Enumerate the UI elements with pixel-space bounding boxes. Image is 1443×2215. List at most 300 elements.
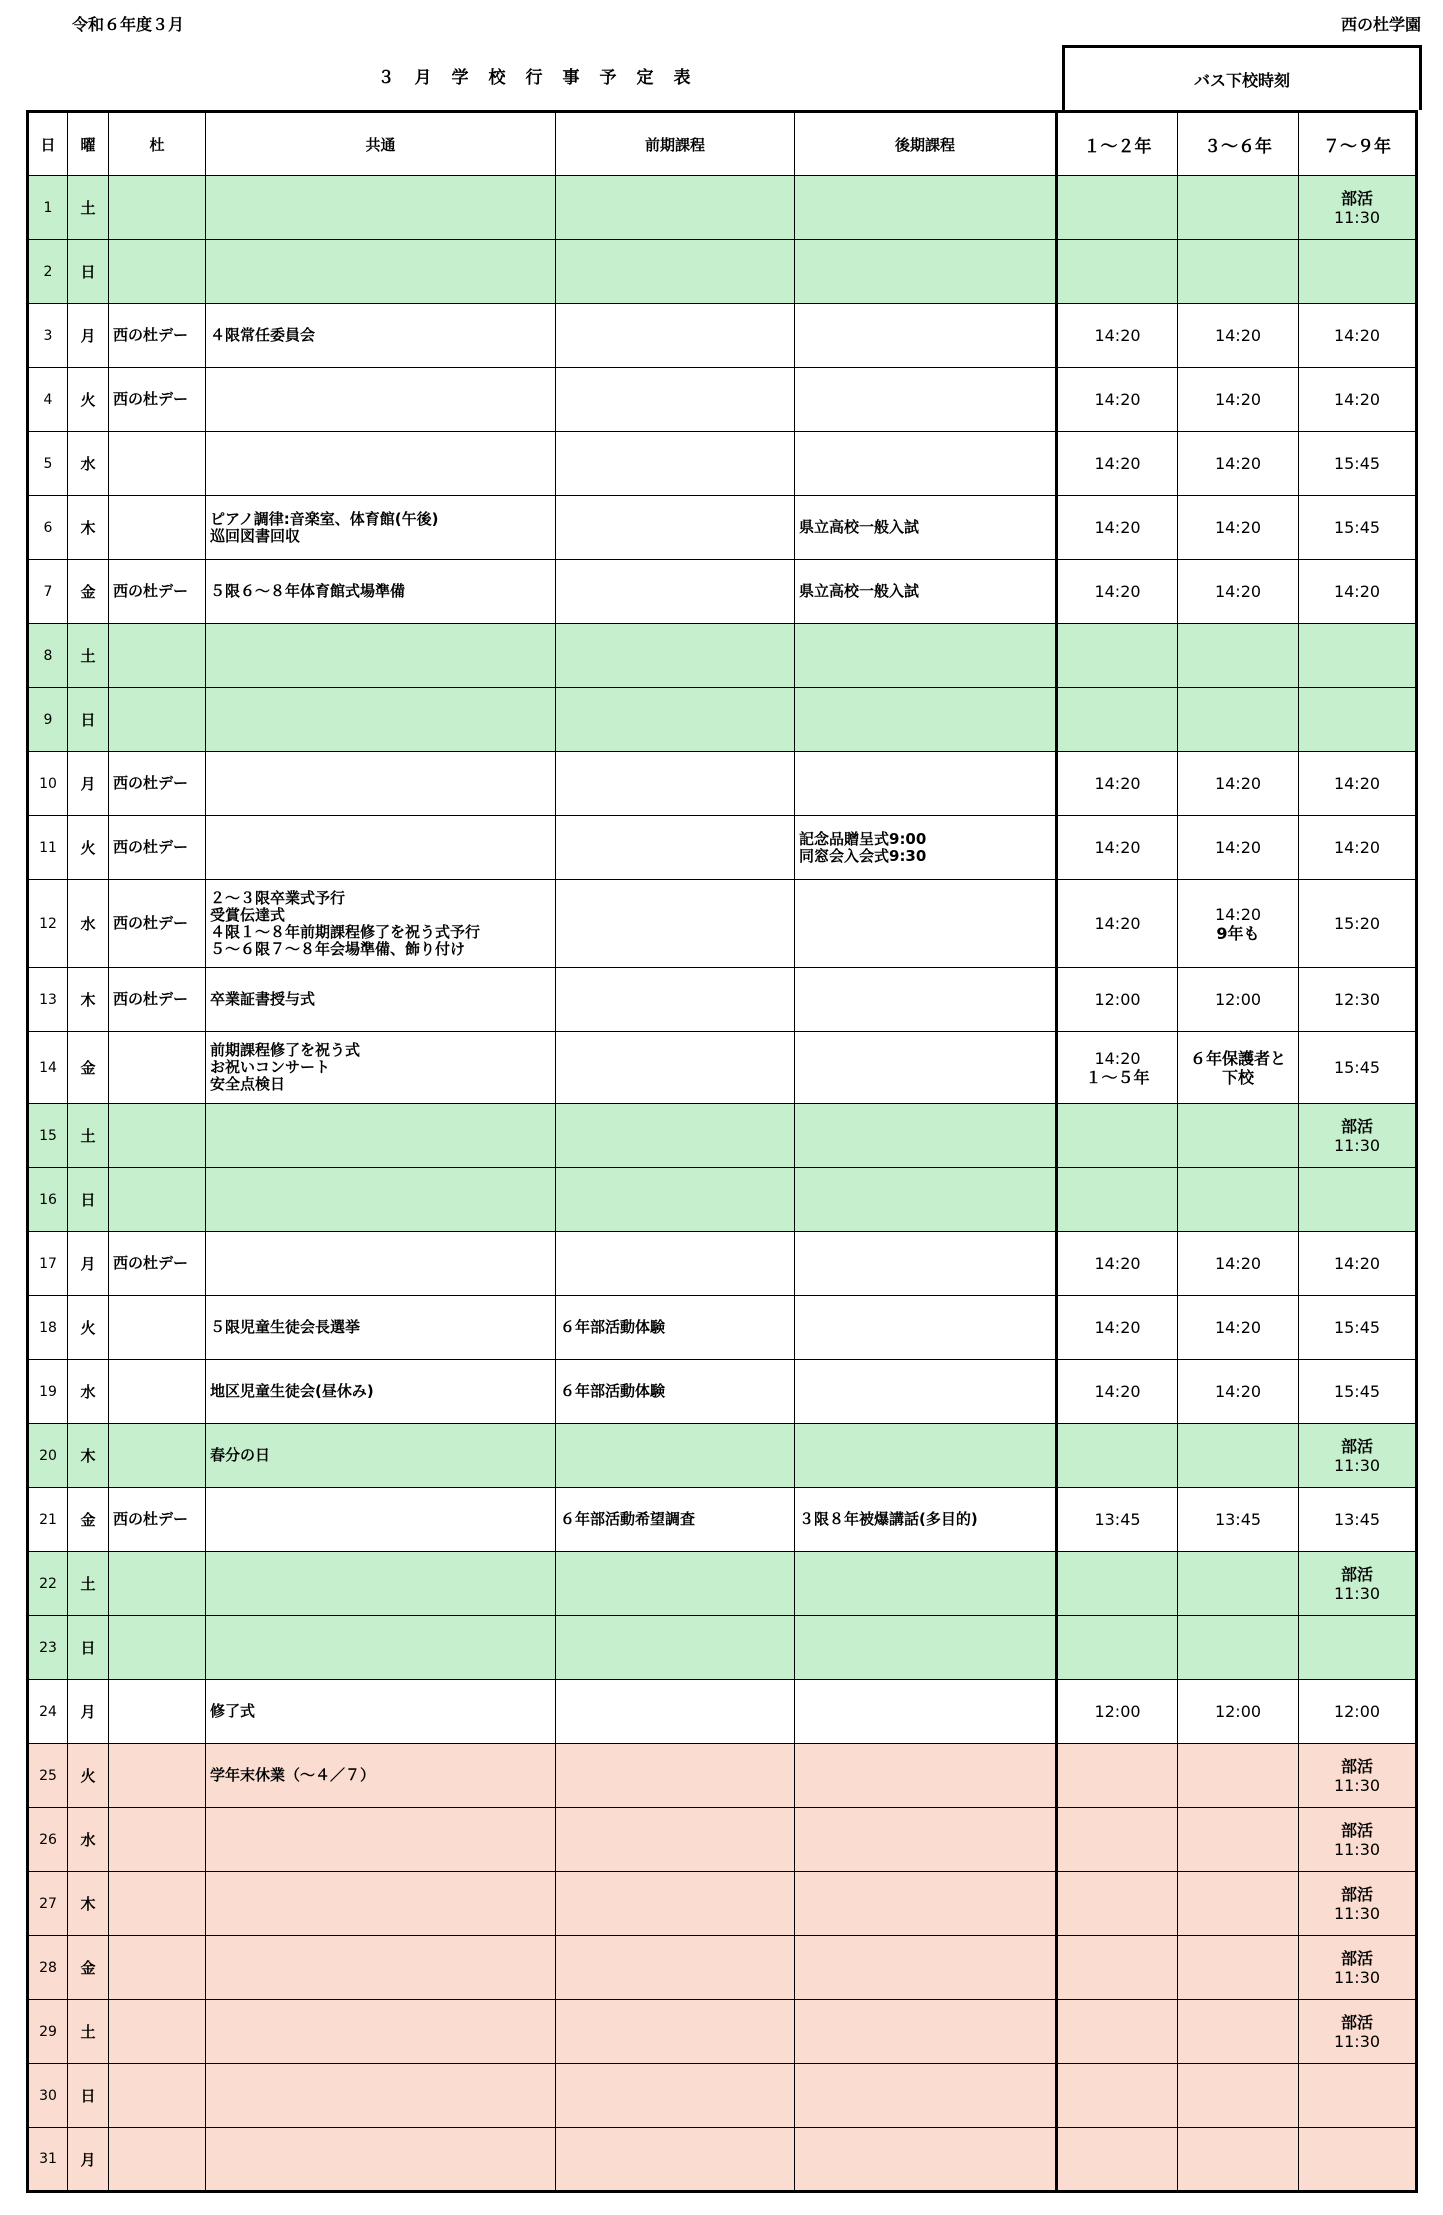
zenki-cell [556, 1872, 795, 1936]
bus-7-9-cell [1299, 560, 1417, 624]
common-cell [206, 1616, 556, 1680]
common-cell [206, 2064, 556, 2128]
common-cell [206, 432, 556, 496]
bus-3-6-cell [1178, 1936, 1299, 2000]
cell-line: ５限６～８年体育館式場準備 [210, 582, 406, 600]
mori-cell: 西の杜デー [109, 1488, 206, 1552]
dow-cell: 火 [68, 368, 109, 432]
bus-3-6-cell [1178, 1808, 1299, 1872]
cell-line: 14:20 [1094, 454, 1141, 473]
table-row [28, 560, 1417, 624]
table-row [28, 1744, 1417, 1808]
cell-line: ６年部活動希望調査 [560, 1510, 696, 1528]
bus-7-9-cell [1299, 1872, 1417, 1936]
cell-line: 14:20 [1214, 904, 1262, 924]
kouki-cell [795, 1616, 1057, 1680]
cell-line: 15:45 [1333, 454, 1381, 473]
bus-1-2-cell [1057, 1296, 1178, 1360]
mori-cell [109, 176, 206, 240]
common-cell [206, 1360, 556, 1424]
common-cell [206, 1032, 556, 1104]
cell-line: 14:20 [1333, 326, 1381, 345]
table-row [28, 1296, 1417, 1360]
mori-cell [109, 1552, 206, 1616]
bus-7-9-cell [1299, 1680, 1417, 1744]
cell-line: ２～３限卒業式予行 [210, 888, 346, 907]
kouki-cell [795, 2128, 1057, 2192]
kouki-cell [795, 432, 1057, 496]
mori-cell [109, 1616, 206, 1680]
col-header-zenki: 前期課程 [556, 112, 795, 176]
dow-cell: 金 [68, 1936, 109, 2000]
common-cell [206, 176, 556, 240]
cell-line: 13:45 [1333, 1510, 1381, 1529]
zenki-cell [556, 1680, 795, 1744]
dow-cell: 土 [68, 2000, 109, 2064]
bus-time-title: バス下校時刻 [1062, 45, 1422, 110]
zenki-cell [556, 1360, 795, 1424]
cell-line: 部活 [1340, 2012, 1373, 2032]
cell-line: 12:00 [1094, 990, 1141, 1009]
day-cell: 29 [28, 2000, 68, 2064]
bus-3-6-cell [1178, 1104, 1299, 1168]
common-cell [206, 304, 556, 368]
bus-1-2-cell [1057, 368, 1178, 432]
day-cell: 1 [28, 176, 68, 240]
bus-7-9-cell [1299, 1616, 1417, 1680]
table-row [28, 624, 1417, 688]
cell-line: 14:20 [1094, 1382, 1141, 1401]
table-row [28, 1360, 1417, 1424]
dow-cell: 金 [68, 1032, 109, 1104]
dow-cell: 土 [68, 624, 109, 688]
bus-1-2-cell [1057, 1488, 1178, 1552]
table-row [28, 880, 1417, 968]
zenki-cell [556, 1488, 795, 1552]
cell-line: ３限８年被爆講話(多目的) [799, 1510, 978, 1528]
mori-cell [109, 1360, 206, 1424]
dow-cell: 日 [68, 688, 109, 752]
common-cell [206, 1232, 556, 1296]
day-cell: 2 [28, 240, 68, 304]
cell-line: 学年末休業（～４／７） [210, 1766, 376, 1784]
bus-3-6-cell [1178, 816, 1299, 880]
bus-3-6-cell [1178, 240, 1299, 304]
bus-3-6-cell [1178, 176, 1299, 240]
dow-cell: 日 [68, 1616, 109, 1680]
bus-7-9-cell [1299, 2000, 1417, 2064]
day-cell: 21 [28, 1488, 68, 1552]
table-row [28, 1488, 1417, 1552]
col-header-kouki: 後期課程 [795, 112, 1057, 176]
bus-3-6-cell [1178, 560, 1299, 624]
kouki-cell [795, 752, 1057, 816]
table-row [28, 968, 1417, 1032]
cell-line: 15:45 [1333, 1382, 1381, 1401]
bus-3-6-cell [1178, 304, 1299, 368]
zenki-cell [556, 1744, 795, 1808]
bus-7-9-cell [1299, 240, 1417, 304]
table-row [28, 1104, 1417, 1168]
dow-cell: 土 [68, 1552, 109, 1616]
zenki-cell [556, 304, 795, 368]
common-cell [206, 496, 556, 560]
kouki-cell [795, 968, 1057, 1032]
zenki-cell [556, 1808, 795, 1872]
col-header-bus-1-2: １～２年 [1057, 112, 1178, 176]
cell-line: 12:30 [1333, 990, 1381, 1009]
cell-line: 前期課程修了を祝う式 [210, 1041, 361, 1059]
common-cell [206, 1872, 556, 1936]
mori-cell [109, 240, 206, 304]
table-row [28, 176, 1417, 240]
table-row [28, 1168, 1417, 1232]
table-row [28, 816, 1417, 880]
mori-cell [109, 1104, 206, 1168]
bus-1-2-cell [1057, 2000, 1178, 2064]
cell-line: 部活 [1340, 1116, 1373, 1136]
zenki-cell [556, 560, 795, 624]
bus-3-6-cell [1178, 1424, 1299, 1488]
bus-1-2-cell [1057, 1168, 1178, 1232]
kouki-cell [795, 1296, 1057, 1360]
cell-line: 14:20 [1214, 774, 1262, 793]
cell-line: １～５年 [1085, 1067, 1150, 1087]
common-cell [206, 1296, 556, 1360]
bus-3-6-cell [1178, 688, 1299, 752]
zenki-cell [556, 1616, 795, 1680]
bus-3-6-cell [1178, 1744, 1299, 1808]
cell-line: 部活 [1340, 1436, 1373, 1456]
common-cell [206, 1744, 556, 1808]
zenki-cell [556, 1552, 795, 1616]
cell-line: 部活 [1340, 1756, 1373, 1776]
cell-line: 11:30 [1333, 1967, 1381, 1987]
cell-line: 12:00 [1214, 1702, 1262, 1721]
bus-3-6-cell [1178, 368, 1299, 432]
bus-1-2-cell [1057, 1032, 1178, 1104]
bus-3-6-cell [1178, 1232, 1299, 1296]
table-row [28, 240, 1417, 304]
table-row [28, 1936, 1417, 2000]
day-cell: 17 [28, 1232, 68, 1296]
cell-line: 県立高校一般入試 [799, 582, 920, 600]
table-row [28, 1552, 1417, 1616]
table-row [28, 688, 1417, 752]
cell-line: ６年保護者と [1189, 1048, 1286, 1068]
kouki-cell [795, 1872, 1057, 1936]
dow-cell: 月 [68, 752, 109, 816]
common-cell [206, 560, 556, 624]
cell-line: 14:20 [1333, 390, 1381, 409]
mori-cell [109, 1296, 206, 1360]
kouki-cell [795, 1104, 1057, 1168]
bus-3-6-cell [1178, 624, 1299, 688]
kouki-cell [795, 1032, 1057, 1104]
zenki-cell [556, 1424, 795, 1488]
day-cell: 16 [28, 1168, 68, 1232]
common-cell [206, 1808, 556, 1872]
cell-line: 14:20 [1094, 390, 1141, 409]
cell-line: 14:20 [1214, 326, 1262, 345]
column-header-row [28, 112, 1417, 176]
cell-line: 11:30 [1333, 1775, 1381, 1795]
bus-7-9-cell [1299, 1744, 1417, 1808]
day-cell: 19 [28, 1360, 68, 1424]
cell-line: 14:20 [1094, 518, 1141, 537]
dow-cell: 日 [68, 240, 109, 304]
cell-line: 部活 [1340, 1564, 1373, 1584]
bus-1-2-cell [1057, 752, 1178, 816]
col-header-common: 共通 [206, 112, 556, 176]
cell-line: 14:20 [1214, 1318, 1262, 1337]
zenki-cell [556, 752, 795, 816]
bus-1-2-cell [1057, 1104, 1178, 1168]
table-row [28, 2128, 1417, 2192]
kouki-cell [795, 304, 1057, 368]
mori-cell: 西の杜デー [109, 1232, 206, 1296]
mori-cell [109, 1744, 206, 1808]
bus-3-6-cell [1178, 880, 1299, 968]
cell-line: 巡回図書回収 [210, 526, 301, 545]
day-cell: 8 [28, 624, 68, 688]
cell-line: ５限児童生徒会長選挙 [210, 1318, 361, 1336]
bus-1-2-cell [1057, 1424, 1178, 1488]
common-cell [206, 1936, 556, 2000]
cell-line: 安全点検日 [210, 1075, 286, 1093]
schedule-table [26, 110, 1418, 2193]
kouki-cell [795, 240, 1057, 304]
bus-1-2-cell [1057, 432, 1178, 496]
day-cell: 3 [28, 304, 68, 368]
cell-line: 14:20 [1094, 1048, 1141, 1068]
bus-1-2-cell [1057, 304, 1178, 368]
day-cell: 20 [28, 1424, 68, 1488]
mori-cell [109, 688, 206, 752]
bus-3-6-cell [1178, 1360, 1299, 1424]
zenki-cell [556, 688, 795, 752]
zenki-cell [556, 2064, 795, 2128]
day-cell: 22 [28, 1552, 68, 1616]
cell-line: 12:00 [1214, 990, 1262, 1009]
cell-line: 11:30 [1333, 1455, 1381, 1475]
cell-line: 11:30 [1333, 1839, 1381, 1859]
cell-line: 13:45 [1094, 1510, 1141, 1529]
bus-3-6-cell [1178, 1168, 1299, 1232]
common-cell [206, 368, 556, 432]
dow-cell: 土 [68, 176, 109, 240]
cell-line: 14:20 [1094, 1318, 1141, 1337]
cell-line: 14:20 [1094, 838, 1141, 857]
mori-cell [109, 1424, 206, 1488]
cell-line: 記念品贈呈式9:00 [799, 829, 927, 848]
zenki-cell [556, 1936, 795, 2000]
zenki-cell [556, 880, 795, 968]
cell-line: 12:00 [1094, 1702, 1141, 1721]
bus-1-2-cell [1057, 496, 1178, 560]
zenki-cell [556, 1232, 795, 1296]
cell-line: 14:20 [1214, 518, 1262, 537]
dow-cell: 金 [68, 560, 109, 624]
kouki-cell [795, 1552, 1057, 1616]
kouki-cell [795, 624, 1057, 688]
col-header-day: 日 [28, 112, 68, 176]
bus-1-2-cell [1057, 1744, 1178, 1808]
zenki-cell [556, 624, 795, 688]
cell-line: 春分の日 [210, 1446, 271, 1464]
day-cell: 4 [28, 368, 68, 432]
cell-line: ６年部活動体験 [560, 1318, 666, 1336]
table-row [28, 368, 1417, 432]
common-cell [206, 2128, 556, 2192]
bus-7-9-cell [1299, 1424, 1417, 1488]
mori-cell [109, 1168, 206, 1232]
zenki-cell [556, 816, 795, 880]
cell-line: 11:30 [1333, 1903, 1381, 1923]
cell-line: 15:45 [1333, 1058, 1381, 1077]
bus-7-9-cell [1299, 880, 1417, 968]
zenki-cell [556, 176, 795, 240]
cell-line: 14:20 [1094, 326, 1141, 345]
mori-cell [109, 496, 206, 560]
bus-1-2-cell [1057, 240, 1178, 304]
cell-line: 卒業証書授与式 [210, 990, 316, 1008]
bus-7-9-cell [1299, 1032, 1417, 1104]
dow-cell: 火 [68, 1296, 109, 1360]
cell-line: 14:20 [1333, 838, 1381, 857]
cell-line: 地区児童生徒会(昼休み) [210, 1382, 374, 1400]
bus-1-2-cell [1057, 880, 1178, 968]
zenki-cell [556, 1296, 795, 1360]
bus-1-2-cell [1057, 1616, 1178, 1680]
bus-7-9-cell [1299, 1360, 1417, 1424]
bus-1-2-cell [1057, 1872, 1178, 1936]
bus-1-2-cell [1057, 1552, 1178, 1616]
cell-line: 12:00 [1333, 1702, 1381, 1721]
kouki-cell [795, 176, 1057, 240]
mori-cell [109, 2000, 206, 2064]
table-row [28, 432, 1417, 496]
day-cell: 26 [28, 1808, 68, 1872]
zenki-cell [556, 2000, 795, 2064]
zenki-cell [556, 1032, 795, 1104]
cell-line: お祝いコンサート [210, 1058, 331, 1076]
kouki-cell [795, 1424, 1057, 1488]
cell-line: 14:20 [1214, 1382, 1262, 1401]
bus-7-9-cell [1299, 2064, 1417, 2128]
dow-cell: 日 [68, 2064, 109, 2128]
common-cell [206, 1104, 556, 1168]
cell-line: 下校 [1221, 1067, 1254, 1087]
kouki-cell [795, 2064, 1057, 2128]
cell-line: 部活 [1340, 1948, 1373, 1968]
common-cell [206, 240, 556, 304]
cell-line: 修了式 [210, 1702, 256, 1720]
dow-cell: 日 [68, 1168, 109, 1232]
day-cell: 9 [28, 688, 68, 752]
bus-1-2-cell [1057, 560, 1178, 624]
cell-line: ４限常任委員会 [210, 326, 316, 344]
bus-7-9-cell [1299, 1104, 1417, 1168]
bus-3-6-cell [1178, 1616, 1299, 1680]
dow-cell: 木 [68, 968, 109, 1032]
cell-line: 13:45 [1214, 1510, 1262, 1529]
zenki-cell [556, 1104, 795, 1168]
day-cell: 14 [28, 1032, 68, 1104]
kouki-cell [795, 1488, 1057, 1552]
dow-cell: 水 [68, 880, 109, 968]
mori-cell: 西の杜デー [109, 560, 206, 624]
dow-cell: 木 [68, 1872, 109, 1936]
common-cell [206, 1552, 556, 1616]
bus-1-2-cell [1057, 1936, 1178, 2000]
day-cell: 18 [28, 1296, 68, 1360]
cell-line: 15:45 [1333, 1318, 1381, 1337]
bus-1-2-cell [1057, 1808, 1178, 1872]
bus-7-9-cell [1299, 2128, 1417, 2192]
bus-7-9-cell [1299, 496, 1417, 560]
cell-line: 14:20 [1214, 838, 1262, 857]
cell-line: 11:30 [1333, 2031, 1381, 2051]
zenki-cell [556, 496, 795, 560]
mori-cell: 西の杜デー [109, 816, 206, 880]
day-cell: 28 [28, 1936, 68, 2000]
common-cell [206, 2000, 556, 2064]
cell-line: 14:20 [1333, 774, 1381, 793]
dow-cell: 月 [68, 1232, 109, 1296]
bus-7-9-cell [1299, 432, 1417, 496]
cell-line: 15:20 [1333, 914, 1381, 933]
day-cell: 12 [28, 880, 68, 968]
dow-cell: 水 [68, 432, 109, 496]
table-row [28, 1424, 1417, 1488]
bus-3-6-cell [1178, 2064, 1299, 2128]
cell-line: 14:20 [1333, 1254, 1381, 1273]
bus-7-9-cell [1299, 1552, 1417, 1616]
kouki-cell [795, 1680, 1057, 1744]
cell-line: 14:20 [1333, 582, 1381, 601]
cell-line: ４限１～８年前期課程修了を祝う式予行 [210, 922, 481, 941]
bus-3-6-cell [1178, 1552, 1299, 1616]
bus-3-6-cell [1178, 752, 1299, 816]
common-cell [206, 1168, 556, 1232]
table-row [28, 2064, 1417, 2128]
kouki-cell [795, 368, 1057, 432]
bus-3-6-cell [1178, 496, 1299, 560]
common-cell [206, 880, 556, 968]
bus-7-9-cell [1299, 1808, 1417, 1872]
kouki-cell [795, 1168, 1057, 1232]
table-row [28, 496, 1417, 560]
bus-1-2-cell [1057, 816, 1178, 880]
bus-7-9-cell [1299, 1936, 1417, 2000]
zenki-cell [556, 240, 795, 304]
common-cell [206, 688, 556, 752]
common-cell [206, 968, 556, 1032]
mori-cell: 西の杜デー [109, 304, 206, 368]
cell-line: 14:20 [1214, 390, 1262, 409]
common-cell [206, 752, 556, 816]
zenki-cell [556, 1168, 795, 1232]
table-row [28, 752, 1417, 816]
cell-line: 11:30 [1333, 1135, 1381, 1155]
dow-cell: 火 [68, 1744, 109, 1808]
mori-cell: 西の杜デー [109, 752, 206, 816]
bus-3-6-cell [1178, 1032, 1299, 1104]
cell-line: 部活 [1340, 188, 1373, 208]
bus-7-9-cell [1299, 1232, 1417, 1296]
cell-line: 11:30 [1333, 207, 1381, 227]
